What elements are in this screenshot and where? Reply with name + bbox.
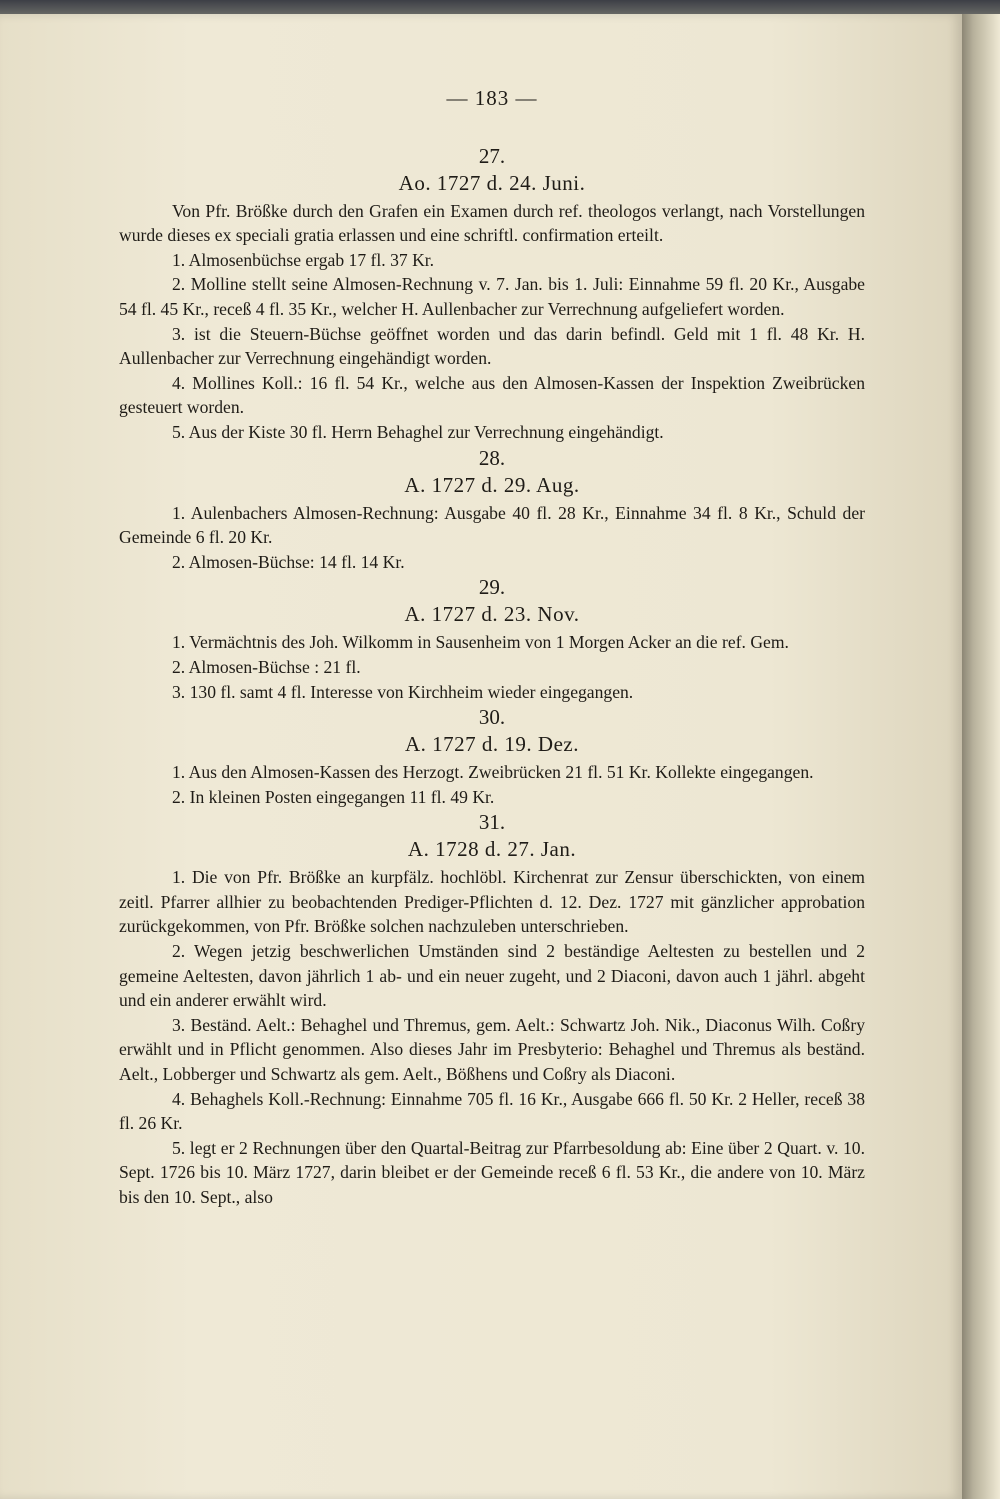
section-number: 28.: [478, 445, 506, 470]
section-date: A. 1727 d. 19. Dez.: [405, 732, 579, 757]
section-number: 29.: [478, 575, 506, 600]
section-date: A. 1727 d. 23. Nov.: [404, 602, 580, 627]
section-date: A. 1727 d. 29. Aug.: [404, 472, 580, 497]
paragraph: 3. 130 fl. samt 4 fl. Interesse von Kirchheim wieder eingegangen.: [172, 681, 634, 702]
paragraph: 2. Wegen jetzig beschwerlichen Umständen sind 2 beständige Aeltesten zu bestellen und 2 gemeine Aeltesten, davon jährlich 1 ab- und ein neuer zugeht, und 2 Diaconi, davon auch 1 jährl. abgeht und ein anderer erwählt wird.: [119, 941, 865, 1011]
paragraph: Von Pfr. Brößke durch den Grafen ein Examen durch ref. theologos verlangt, nach Vorstellungen wurde dieses ex speciali gratia erlassen und eine schriftl. confirmation erteilt.: [119, 200, 865, 246]
paragraph: 3. ist die Steuern-Büchse geöffnet worden und das darin befindl. Geld mit 1 fl. 48 Kr. H. Aullenbacher zur Verrechnung eingehändigt worden.: [119, 323, 865, 369]
paragraph: 1. Die von Pfr. Brößke an kurpfälz. hochlöbl. Kirchenrat zur Zensur überschickten, von einem zeitl. Pfarrer allhier zu beobachtenden Prediger-Pflichten d. 12. Dez. 1727 mit gänzlicher approbation zurückgekommen, von Pfr. Brößke solchen nachzuleben unterschrieben.: [119, 867, 865, 937]
paragraph: 2. Almosen-Büchse: 14 fl. 14 Kr.: [172, 551, 405, 572]
section-number: 30.: [478, 705, 506, 730]
paragraph: 1. Vermächtnis des Joh. Wilkomm in Sausenheim von 1 Morgen Acker an die ref. Gem.: [172, 632, 789, 653]
section-29: [119, 574, 865, 704]
section-30: [119, 704, 865, 809]
paragraph: 4. Behaghels Koll.-Rechnung: Einnahme 705 fl. 16 Kr., Ausgabe 666 fl. 50 Kr. 2 Heller, receß 38 fl. 26 Kr.: [119, 1088, 865, 1134]
section-date: Ao. 1727 d. 24. Juni.: [398, 170, 586, 195]
section-number: 31.: [478, 810, 506, 835]
paragraph: 1. Aus den Almosen-Kassen des Herzogt. Zweibrücken 21 fl. 51 Kr. Kollekte eingegangen.: [172, 762, 814, 783]
page-number: — 183 —: [446, 86, 538, 110]
page-edge: [962, 14, 1000, 1499]
section-date: A. 1728 d. 27. Jan.: [407, 837, 577, 862]
section-31: [119, 809, 865, 1209]
paragraph: 1. Almosenbüchse ergab 17 fl. 37 Kr.: [172, 249, 435, 270]
paragraph: 5. Aus der Kiste 30 fl. Herrn Behaghel zur Verrechnung eingehändigt.: [172, 421, 664, 442]
section-27: [119, 143, 865, 445]
page-content: [119, 86, 865, 1210]
paragraph: 2. Molline stellt seine Almosen-Rechnung v. 7. Jan. bis 1. Juli: Einnahme 59 fl. 20 Kr., Ausgabe 54 fl. 45 Kr., receß 4 fl. 35 Kr., welcher H. Aullenbacher zur Verrechnung aufgeliefert worden.: [119, 274, 865, 319]
paragraph: 4. Mollines Koll.: 16 fl. 54 Kr., welche aus den Almosen-Kassen der Inspektion Zweibrücken gesteuert worden.: [119, 372, 865, 418]
paragraph: 2. Almosen-Büchse : 21 fl.: [172, 656, 361, 677]
paragraph: 2. In kleinen Posten eingegangen 11 fl. 49 Kr.: [172, 786, 495, 807]
paragraph: 1. Aulenbachers Almosen-Rechnung: Ausgabe 40 fl. 28 Kr., Einnahme 34 fl. 8 Kr., Schuld der Gemeinde 6 fl. 20 Kr.: [119, 502, 865, 548]
section-number: 27.: [478, 143, 506, 168]
paragraph: 3. Beständ. Aelt.: Behaghel und Thremus, gem. Aelt.: Schwartz Joh. Nik., Diaconus Wilh. Coßry erwählt und in Pflicht genommen. Also dieses Jahr im Presbyterio: Behaghel und Thremus als beständ. Aelt., Lobberger und Schwartz als gem. Aelt., Bößhens und Coßry als Diaconi.: [119, 1014, 865, 1085]
paragraph: 5. legt er 2 Rechnungen über den Quartal-Beitrag zur Pfarrbesoldung ab: Eine über 2 Quart. v. 10. Sept. 1726 bis 10. März 1727, darin bleibet er der Gemeinde receß 6 fl. 53 Kr., die andere von 10. März bis den 10. Sept., also: [119, 1137, 865, 1207]
section-28: [119, 445, 865, 575]
